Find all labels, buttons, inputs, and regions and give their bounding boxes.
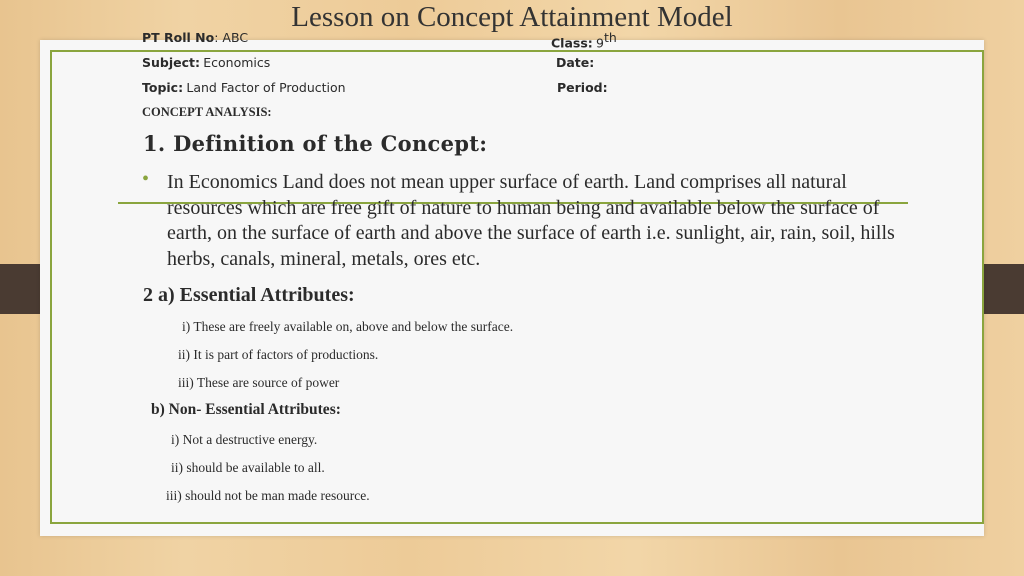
period-label: Period: <box>557 80 608 95</box>
non-essential-item-2: ii) should be available to all. <box>171 460 325 475</box>
class-superscript: th <box>603 30 617 45</box>
topic-value: Land Factor of Production <box>186 80 346 95</box>
subject-label: Subject: <box>142 55 200 70</box>
subject-row <box>142 55 270 71</box>
class-row <box>551 30 617 51</box>
class-label: Class: <box>551 35 593 51</box>
subject-value: Economics <box>203 55 271 70</box>
definition-heading: 1. Definition of the Concept: <box>143 131 488 156</box>
date-label: Date: <box>556 55 595 70</box>
date-row <box>556 55 594 71</box>
essential-attributes-heading: 2 a) Essential Attributes: <box>143 284 355 306</box>
topic-row <box>142 80 346 96</box>
roll-no-label: PT Roll No <box>142 30 215 45</box>
topic-label: Topic: <box>142 80 184 95</box>
bullet-icon: • <box>142 168 150 190</box>
roll-no-row <box>142 30 248 46</box>
roll-no-value: : ABC <box>214 30 249 45</box>
essential-item-1: i) These are freely available on, above and below the surface. <box>182 319 514 334</box>
concept-analysis-heading: CONCEPT ANALYSIS: <box>142 105 272 119</box>
non-essential-item-1: i) Not a destructive energy. <box>171 432 318 447</box>
non-essential-item-3: iii) should not be man made resource. <box>166 488 370 503</box>
definition-text: In Economics Land does not mean upper surface of earth. Land comprises all natural resources which are free gift of nature to human being and available below the surface of earth, on the surface of earth and above the surface of earth i.e. sunlight, air, rain, soil, hills herbs, canals, mineral, metals, ores etc. <box>167 171 895 270</box>
essential-item-3: iii) These are source of power <box>178 375 340 390</box>
essential-item-2: ii) It is part of factors of productions. <box>178 347 379 362</box>
slide-title: Lesson on Concept Attainment Model <box>291 1 733 33</box>
non-essential-attributes-heading: b) Non- Essential Attributes: <box>151 401 341 418</box>
class-value: 9 <box>596 35 604 51</box>
period-row <box>557 80 608 96</box>
